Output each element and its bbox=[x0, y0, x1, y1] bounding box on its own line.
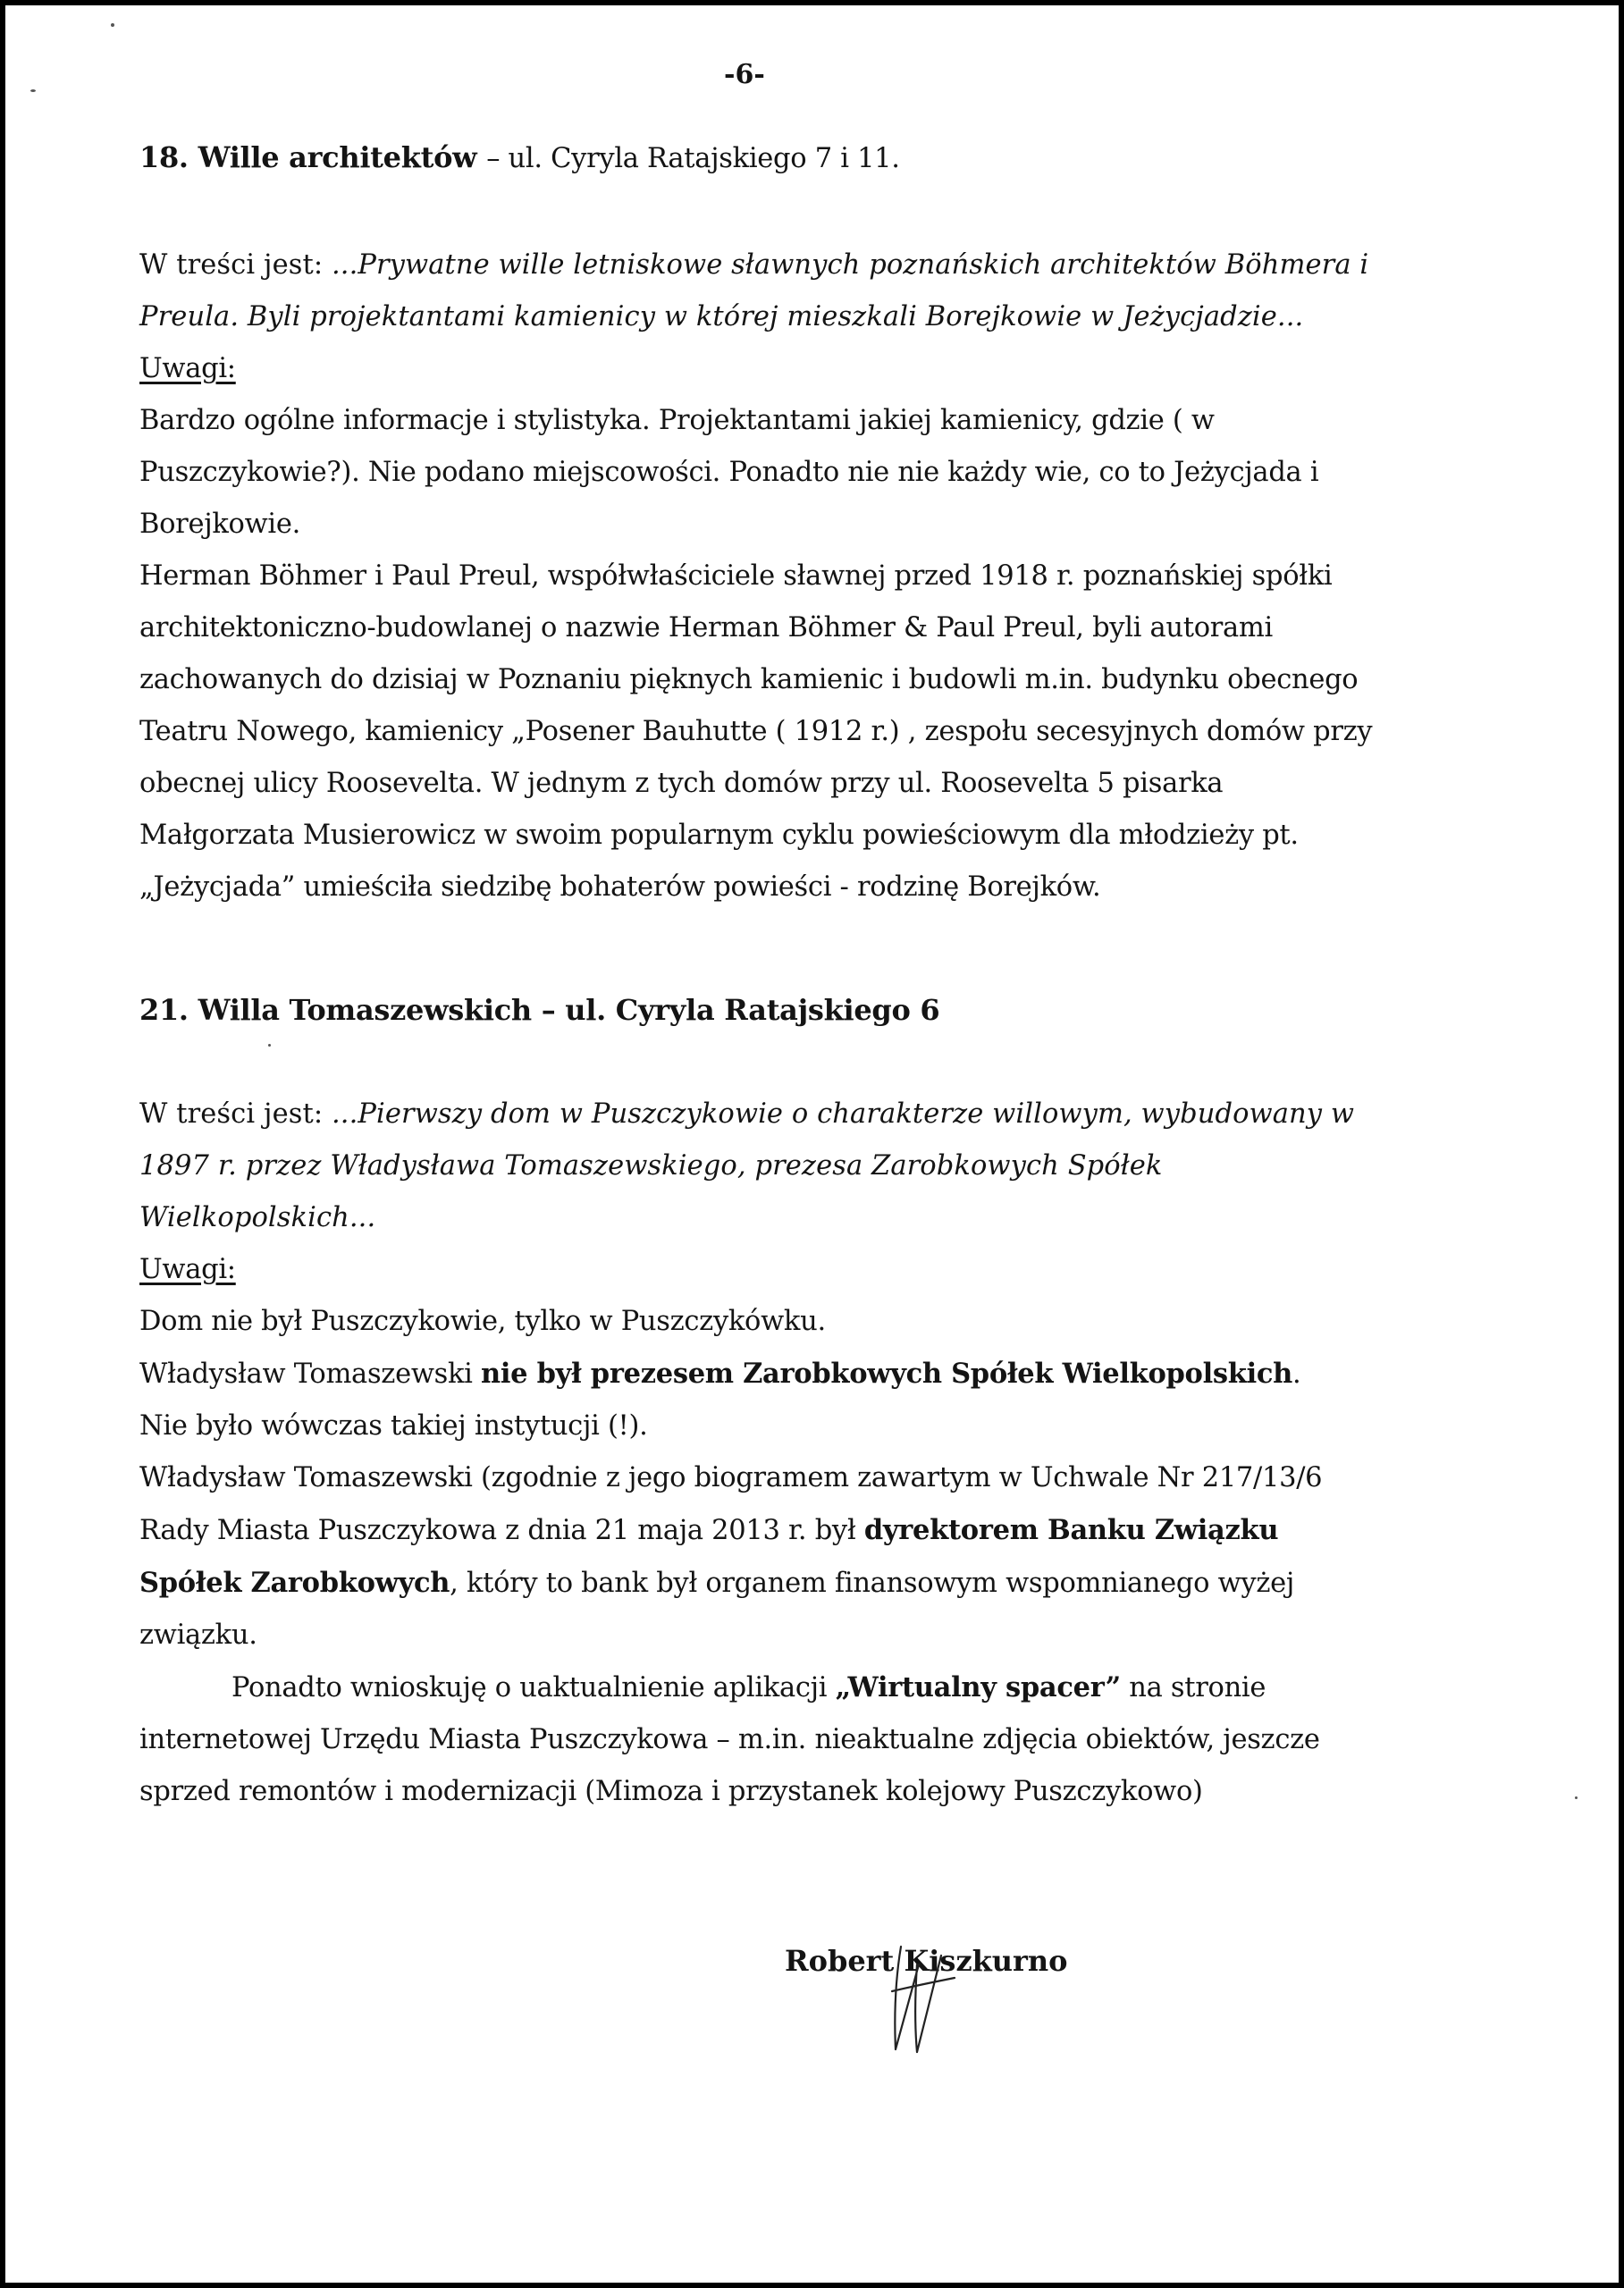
emphasis: dyrektorem Banku Związku bbox=[863, 1514, 1279, 1546]
section-18-text-line: „Jeżycjada” umieściła siedzibę bohaterów powieści - rodzinę Borejków. bbox=[139, 871, 1101, 903]
section-18 bbox=[139, 131, 1391, 185]
section-18-text-line: Bardzo ogólne informacje i stylistyka. Projektantami jakiej kamienicy, gdzie ( w bbox=[139, 405, 1215, 436]
section-18-address: – ul. Cyryla Ratajskiego 7 i 11. bbox=[486, 143, 900, 174]
signature-name: Robert Kiszkurno bbox=[785, 1944, 1068, 1978]
quote-text: Preula. Byli projektantami kamienicy w której mieszkali Borejkowie w Jeżycjadzie... bbox=[139, 301, 1304, 332]
section-21-quote-line bbox=[139, 1192, 1391, 1244]
section-18-text-line: architektoniczno-budowlanej o nazwie Herman Böhmer & Paul Preul, byli autorami bbox=[139, 612, 1274, 644]
section-21 bbox=[139, 984, 1391, 1036]
scan-speck bbox=[1575, 1796, 1578, 1799]
emphasis: nie był prezesem Zarobkowych Spółek Wielkopolskich bbox=[481, 1358, 1293, 1390]
quote-text: ...Pierwszy dom w Puszczykowie o charakterze willowym, wybudowany w bbox=[332, 1098, 1355, 1130]
section-18-body bbox=[139, 240, 1391, 913]
closing-paragraph-line: sprzed remontów i modernizacji (Mimoza i przystanek kolejowy Puszczykowo) bbox=[139, 1776, 1203, 1807]
quote-text: 1897 r. przez Władysława Tomaszewskiego, prezesa Zarobkowych Spółek bbox=[139, 1150, 1163, 1182]
section-21-text-line: związku. bbox=[139, 1619, 257, 1651]
quote-text: Wielkopolskich... bbox=[139, 1202, 376, 1233]
scan-speck bbox=[111, 23, 114, 27]
closing-paragraph-line: Ponadto wnioskuję o uaktualnienie aplikacji „Wirtualny spacer” na stronie bbox=[231, 1671, 1266, 1703]
closing-paragraph-line: internetowej Urzędu Miasta Puszczykowa – m.in. nieaktualne zdjęcia obiektów, jeszcze bbox=[139, 1724, 1320, 1755]
emphasis: Spółek Zarobkowych bbox=[139, 1567, 450, 1599]
section-21-text-line: Rady Miasta Puszczykowa z dnia 21 maja 2013 r. był dyrektorem Banku Związku bbox=[139, 1514, 1279, 1546]
section-21-text-line: Spółek Zarobkowych, który to bank był organem finansowym wspomnianego wyżej bbox=[139, 1567, 1295, 1599]
section-21-quote-line bbox=[139, 1140, 1391, 1192]
section-21-remarks-label: Uwagi: bbox=[139, 1254, 236, 1285]
section-18-title: Wille architektów bbox=[198, 140, 477, 174]
quote-intro: W treści jest: bbox=[139, 249, 332, 281]
emphasis: „Wirtualny spacer” bbox=[835, 1671, 1121, 1703]
section-18-text-line: Herman Böhmer i Paul Preul, współwłaściciele sławnej przed 1918 r. poznańskiej spółki bbox=[139, 560, 1333, 592]
section-18-text-line: zachowanych do dzisiaj w Poznaniu pięknych kamienic i budowli m.in. budynku obecnego bbox=[139, 664, 1359, 695]
section-21-text-line: Dom nie był Puszczykowie, tylko w Puszczykówku. bbox=[139, 1306, 826, 1337]
section-18-quote-line bbox=[139, 240, 1391, 291]
section-21-text-line: Władysław Tomaszewski (zgodnie z jego biogramem zawartym w Uchwale Nr 217/13/6 bbox=[139, 1462, 1323, 1493]
section-21-text-line: Nie było wówczas takiej instytucji (!). bbox=[139, 1410, 648, 1442]
section-18-quote-line bbox=[139, 291, 1391, 343]
section-21-body bbox=[139, 1089, 1391, 1818]
section-18-text-line: obecnej ulicy Roosevelta. W jednym z tych domów przy ul. Roosevelta 5 pisarka bbox=[139, 768, 1224, 799]
section-21-quote-line bbox=[139, 1089, 1391, 1140]
section-21-text-line: Władysław Tomaszewski nie był prezesem Zarobkowych Spółek Wielkopolskich. bbox=[139, 1358, 1301, 1390]
quote-text: ...Prywatne wille letniskowe sławnych poznańskich architektów Böhmera i bbox=[332, 249, 1369, 281]
section-18-text-line: Puszczykowie?). Nie podano miejscowości. Ponadto nie nie każdy wie, co to Jeżycjada i bbox=[139, 457, 1319, 488]
section-18-remarks-label: Uwagi: bbox=[139, 353, 236, 384]
section-18-text-line: Małgorzata Musierowicz w swoim popularnym cyklu powieściowym dla młodzieży pt. bbox=[139, 820, 1299, 851]
quote-intro: W treści jest: bbox=[139, 1098, 332, 1130]
scan-speck bbox=[268, 1044, 271, 1047]
section-18-number: 18. bbox=[139, 140, 189, 174]
scan-speck bbox=[30, 89, 36, 92]
section-18-text-line: Borejkowie. bbox=[139, 509, 301, 540]
section-21-heading: 21. Willa Tomaszewskich – ul. Cyryla Ratajskiego 6 bbox=[139, 993, 940, 1027]
section-18-heading bbox=[139, 131, 1391, 185]
section-18-text-line: Teatru Nowego, kamienicy „Posener Bauhutte ( 1912 r.) , zespołu secesyjnych domów przy bbox=[139, 716, 1373, 747]
page-number: -6- bbox=[724, 59, 765, 90]
handwritten-signature bbox=[865, 1938, 972, 2063]
